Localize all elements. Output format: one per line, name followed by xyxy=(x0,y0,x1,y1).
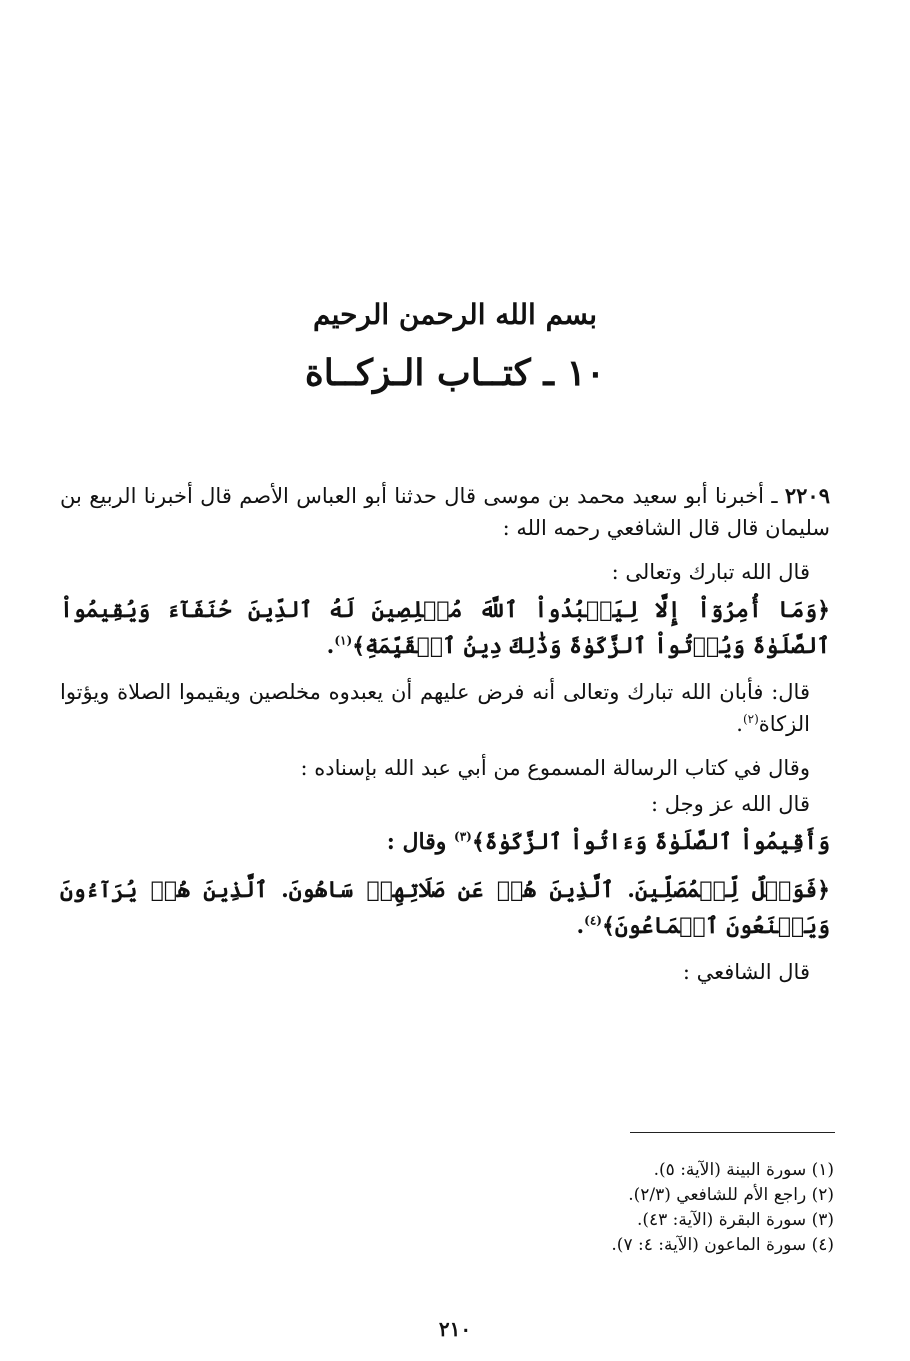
footnote-item: (٤) سورة الماعون (الآية: ٤: ٧). xyxy=(611,1235,834,1255)
intro-line-2 xyxy=(60,788,830,820)
hadith-paragraph xyxy=(60,480,830,544)
basmala-heading: بسم الله الرحمن الرحيم xyxy=(313,298,597,331)
risala-text: وقال في كتاب الرسالة المسموع من أبي عبد الله بإسناده : xyxy=(300,756,810,780)
quran-verse-baqara xyxy=(60,824,830,860)
footnote-divider xyxy=(630,1132,835,1133)
page-number: ٢١٠ xyxy=(438,1317,472,1341)
footnote-item: (٣) سورة البقرة (الآية: ٤٣). xyxy=(636,1210,834,1230)
verse-tail-3: . xyxy=(576,913,585,939)
verse-tail-2: وقال : xyxy=(386,829,455,855)
intro-text-2: قال الله عز وجل : xyxy=(650,792,810,816)
commentary-paragraph xyxy=(60,676,830,740)
quran-text-3: ﴿فَوَيۡلٌ لِّلۡمُصَلِّينَ. ٱلَّذِينَ هُمۡ عَن صَلَاتِهِمۡ سَاهُونَ. ٱلَّذِينَ هُمۡ يُرَآءُونَ وَيَمۡنَعُونَ ٱلۡمَاعُونَ﴾ xyxy=(60,877,830,939)
hadith-number: ٢٢٠٩ xyxy=(784,483,830,508)
footnote-ref-2: (٢) xyxy=(742,712,759,726)
intro-line xyxy=(60,556,830,588)
closing-text: قال الشافعي : xyxy=(682,960,810,984)
footnote-ref-3: (٣) xyxy=(454,829,472,844)
chapter-title: ١٠ ـ كتــاب الـزكــاة xyxy=(304,352,606,394)
closing-line xyxy=(60,956,830,988)
footnote-item: (٢) راجع الأم للشافعي (٢/٣). xyxy=(628,1185,834,1205)
footnote-item: (١) سورة البينة (الآية: ٥). xyxy=(653,1160,834,1180)
commentary-tail: . xyxy=(736,712,743,736)
intro-text: قال الله تبارك وتعالى : xyxy=(611,560,810,584)
main-text xyxy=(60,480,830,1000)
hadith-text: ـ أخبرنا أبو سعيد محمد بن موسى قال حدثنا أبو العباس الأصم قال أخبرنا الربيع بن سليمان قال قال الشافعي رحمه الله : xyxy=(60,484,830,540)
footnotes xyxy=(334,1158,834,1258)
quran-verse-maun xyxy=(60,872,830,944)
footnote-ref-4: (٤) xyxy=(584,913,602,928)
quran-verse-bayyina xyxy=(60,592,830,664)
commentary-text: قال: فأبان الله تبارك وتعالى أنه فرض عليهم أن يعبدوه مخلصين ويقيموا الصلاة ويؤتوا الزكاة xyxy=(60,680,810,736)
quran-text-2: وَأَقِيمُواْ ٱلصَّلَوٰةَ وَءَاتُواْ ٱلزَّكَوٰةَ﴾ xyxy=(471,829,830,855)
footnote-ref-1: (١) xyxy=(334,633,353,648)
quran-text: ﴿وَمَا أُمِرُوٓاْ إِلَّا لِيَعۡبُدُواْ ٱللَّهَ مُخۡلِصِينَ لَهُ ٱلدِّينَ حُنَفَآءَ وَيُقِيمُواْ ٱلصَّلَوٰةَ وَيُؤۡتُواْ ٱلزَّكَوٰةَ وَذَٰلِكَ دِينُ ٱلۡقَيِّمَةِ﴾ xyxy=(60,597,830,659)
verse-tail: . xyxy=(326,633,335,659)
risala-paragraph xyxy=(60,752,830,784)
